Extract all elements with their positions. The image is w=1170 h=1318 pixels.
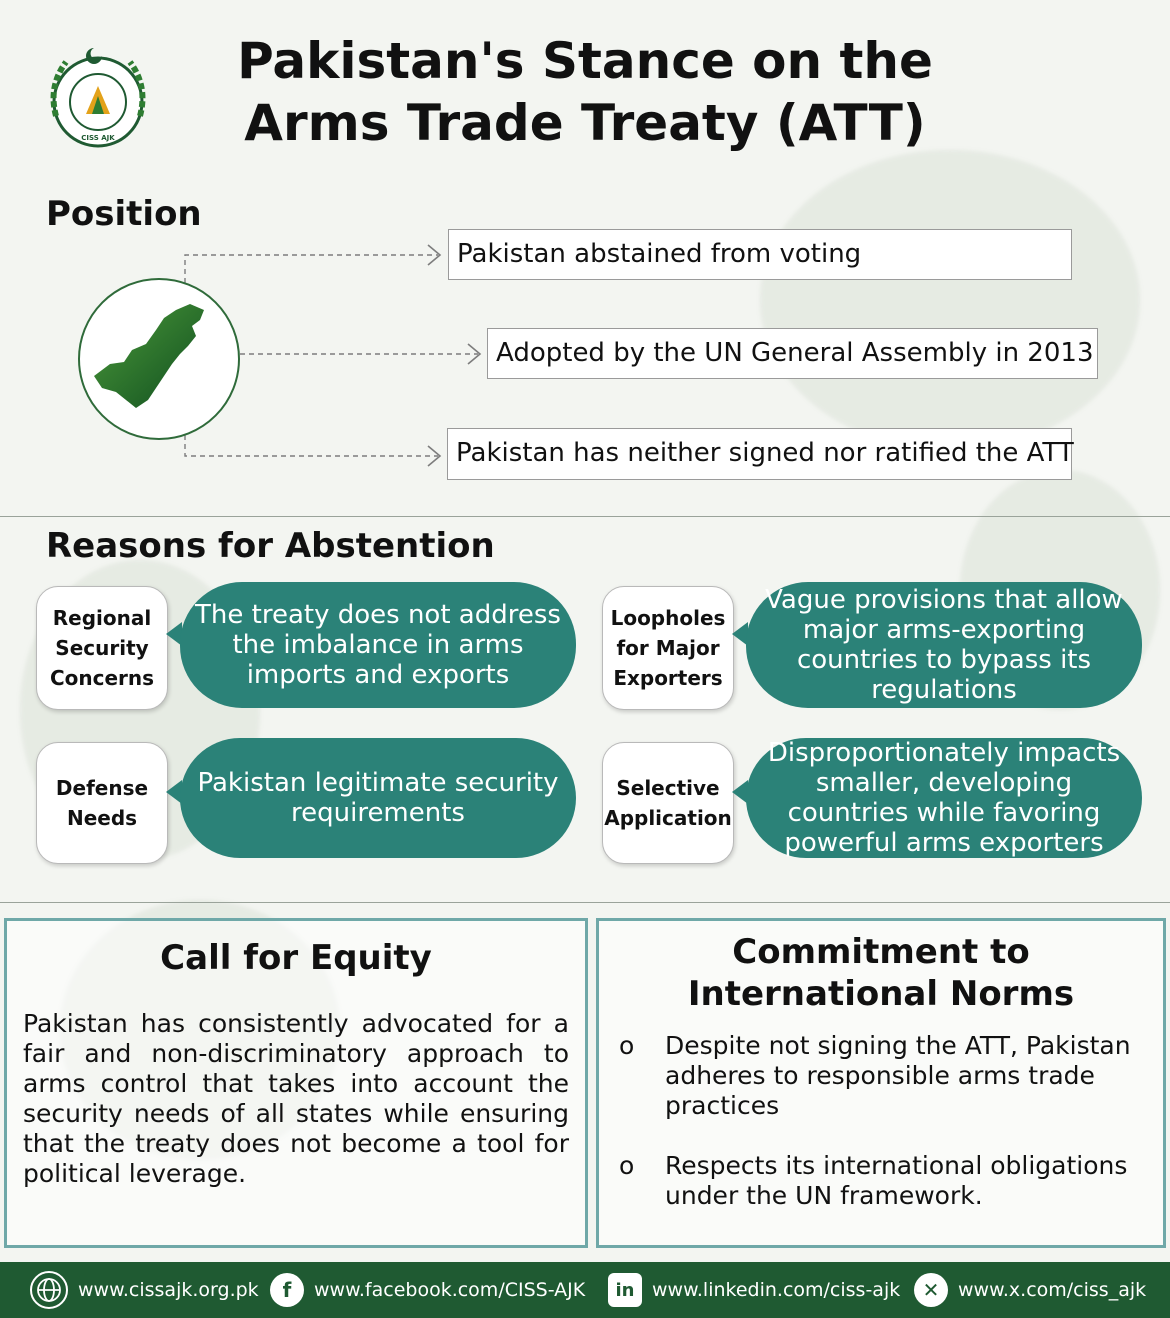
position-item-not-signed: Pakistan has neither signed nor ratified the ATT [447,428,1072,480]
footer-linkedin-text: www.linkedin.com/ciss-ajk [652,1279,901,1301]
reason-tag-selective-application [602,742,734,864]
footer-website-link[interactable] [30,1272,259,1308]
x-icon: ✕ [914,1273,948,1307]
norms-title-line-1: Commitment to [732,932,1030,972]
norms-title-line-2: International Norms [687,974,1075,1014]
reason-tag-label: Defense Needs [55,776,149,830]
footer-x-link[interactable] [914,1272,1146,1308]
norms-bullet [613,1031,1153,1121]
reason-text-loopholes [746,582,1142,708]
globe-icon [30,1271,68,1309]
bullet-marker: o [619,1151,635,1180]
footer-x-text: www.x.com/ciss_ajk [958,1279,1147,1301]
norms-bullet [613,1151,1153,1211]
title-line-1: Pakistan's Stance on the [237,32,933,90]
bullet-text: Despite not signing the ATT, Pakistan adheres to responsible arms trade practices [665,1031,1131,1120]
reason-text: Pakistan legitimate security requirements [197,768,559,828]
reason-text: Disproportionately impacts smaller, developing countries while favoring powerful arms exporters [767,738,1121,858]
reason-tag-label: Loopholes for Major Exporters [610,606,726,690]
pakistan-map-icon [80,280,238,438]
linkedin-icon: in [608,1273,642,1307]
reasons-heading: Reasons for Abstention [46,526,495,566]
connector-3 [185,426,438,456]
reason-tag-defense-needs [36,742,168,864]
equity-panel [4,918,588,1248]
equity-text: Pakistan has consistently advocated for a fair and non-discriminatory approach to arms control that takes into account the security needs of all states while ensuring that the treaty does not become a tool for political leverage. [23,1009,569,1188]
norms-panel [596,918,1166,1248]
title-line-2: Arms Trade Treaty (ATT) [244,94,926,152]
equity-title: Call for Equity [160,938,432,978]
reason-text-selective-application [746,738,1142,858]
svg-text:CISS AJK: CISS AJK [81,134,115,142]
bullet-text: Respects its international obligations under the UN framework. [665,1151,1128,1210]
footer-facebook-text: www.facebook.com/CISS-AJK [314,1279,586,1301]
position-heading: Position [46,194,202,234]
reason-tag-label: Selective Application [604,776,732,830]
reason-text-defense-needs [180,738,576,858]
facebook-icon: f [270,1273,304,1307]
connector-1 [185,255,438,292]
position-item-abstained: Pakistan abstained from voting [448,229,1072,280]
reason-text: Vague provisions that allow major arms-exporting countries to bypass its regulations [765,585,1123,705]
footer-bar [0,1262,1170,1318]
footer-website-text: www.cissajk.org.pk [78,1279,259,1301]
section-divider [0,902,1170,903]
footer-facebook-link[interactable] [270,1272,585,1308]
reason-text-regional-security [180,582,576,708]
footer-linkedin-link[interactable] [608,1272,900,1308]
reason-tag-label: Regional Security Concerns [49,606,155,690]
pakistan-map-circle [78,278,240,440]
reason-tag-loopholes [602,586,734,710]
norms-title [599,931,1163,1015]
bullet-marker: o [619,1031,635,1060]
section-divider [0,516,1170,517]
reason-text: The treaty does not address the imbalance in arms imports and exports [195,600,561,690]
reason-tag-regional-security [36,586,168,710]
position-item-adopted: Adopted by the UN General Assembly in 2013 [487,328,1098,379]
